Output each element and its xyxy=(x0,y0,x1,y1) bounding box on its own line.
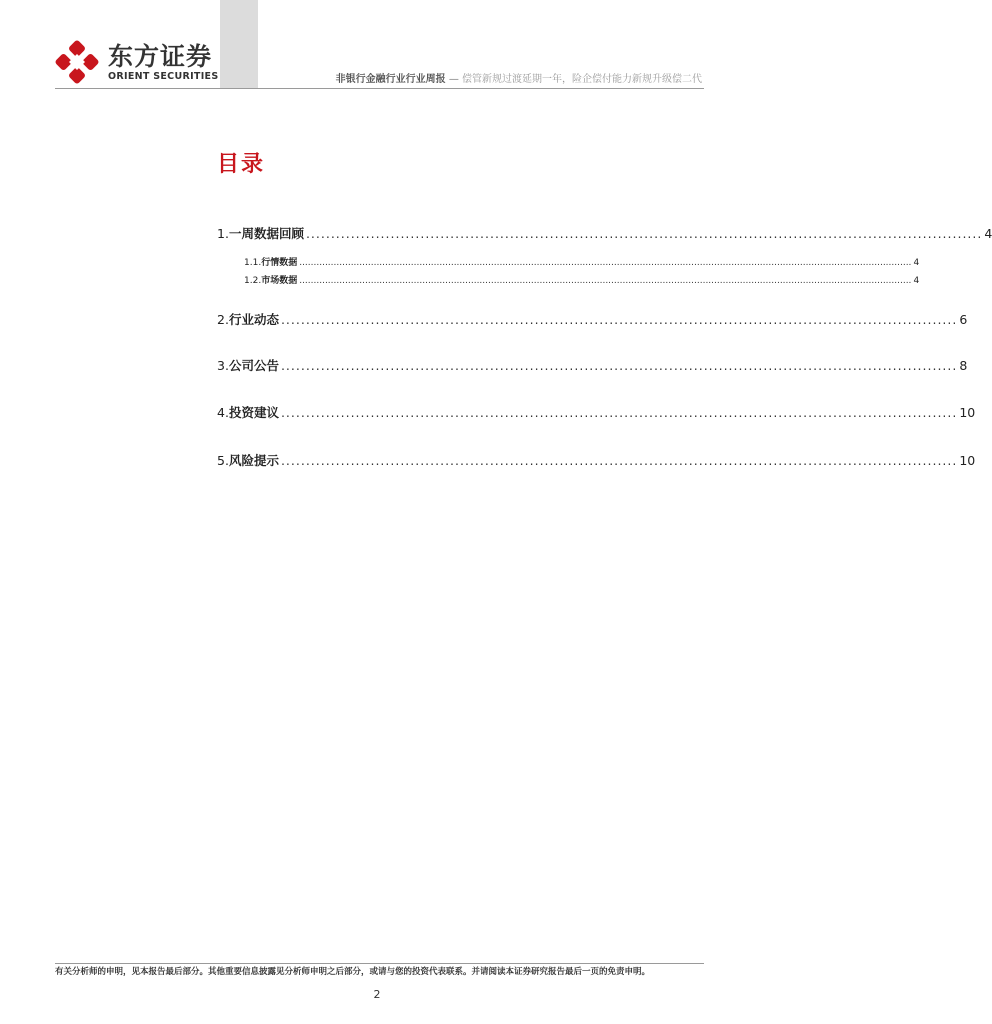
header-divider xyxy=(55,88,704,89)
report-subtitle: 偿管新规过渡延期一年，险企偿付能力新规升级偿二代 xyxy=(462,74,702,85)
toc-entry-number: 1. xyxy=(217,226,229,241)
toc-entry-page: 6 xyxy=(959,312,968,327)
toc-entry[interactable] xyxy=(217,403,976,421)
toc-entry-label: 公司公告 xyxy=(228,358,279,373)
footer-disclaimer: 有关分析师的申明，见本报告最后部分。其他重要信息披露见分析师申明之后部分，或请与您的投资代表联系。并请阅读本证券研究报告最后一页的免责申明。 xyxy=(55,967,651,977)
toc-entry[interactable] xyxy=(217,451,976,469)
toc-subentry[interactable] xyxy=(244,273,920,286)
toc-entry-page: 10 xyxy=(959,405,976,420)
report-type: 非银行金融行业行业周报 xyxy=(335,74,446,85)
toc-entry-label: 市场数据 xyxy=(261,276,298,286)
toc-leader-dots: ........................................................................................................................................ xyxy=(280,358,958,373)
toc-entry-page: 4 xyxy=(913,276,920,286)
toc-leader-dots: ...................................................................................................................................................................................................................... xyxy=(299,276,912,286)
orient-securities-logo-icon xyxy=(55,40,99,84)
toc-subentry[interactable] xyxy=(244,255,920,268)
page-number: 2 xyxy=(373,988,381,1001)
header-gray-tab xyxy=(220,0,258,89)
footer-divider xyxy=(55,963,704,964)
toc-entry[interactable] xyxy=(217,224,992,242)
toc-entry-number: 3. xyxy=(217,358,229,373)
toc-title: 目录 xyxy=(217,152,266,177)
toc-entry-number: 2. xyxy=(217,312,229,327)
logo-english-name: ORIENT SECURITIES xyxy=(108,71,219,82)
toc-leader-dots: ........................................................................................................................................ xyxy=(280,312,958,327)
toc-entry-label: 一周数据回顾 xyxy=(228,226,304,241)
toc-entry-number: 1.2. xyxy=(244,276,262,286)
report-header xyxy=(336,74,702,86)
company-logo xyxy=(55,40,219,84)
toc-leader-dots: ........................................................................................................................................ xyxy=(305,226,983,241)
toc-entry-number: 5. xyxy=(217,453,229,468)
toc-entry[interactable] xyxy=(217,310,968,328)
toc-entry-page: 10 xyxy=(959,453,976,468)
toc-entry-label: 投资建议 xyxy=(228,405,279,420)
header-separator: — xyxy=(445,74,462,85)
toc-leader-dots: ........................................................................................................................................ xyxy=(280,405,958,420)
toc-entry-number: 1.1. xyxy=(244,258,262,268)
toc-entry-number: 4. xyxy=(217,405,229,420)
toc-entry-page: 4 xyxy=(984,226,992,241)
logo-chinese-name: 东方证券 xyxy=(108,42,213,71)
toc-entry-label: 行情数据 xyxy=(261,258,298,268)
toc-leader-dots: ...................................................................................................................................................................................................................... xyxy=(299,258,912,268)
toc-entry-page: 8 xyxy=(959,358,968,373)
toc-entry-label: 行业动态 xyxy=(228,312,279,327)
toc-entry-page: 4 xyxy=(913,258,920,268)
toc-entry[interactable] xyxy=(217,356,968,374)
toc-entry-label: 风险提示 xyxy=(228,453,279,468)
toc-leader-dots: ........................................................................................................................................ xyxy=(280,453,958,468)
